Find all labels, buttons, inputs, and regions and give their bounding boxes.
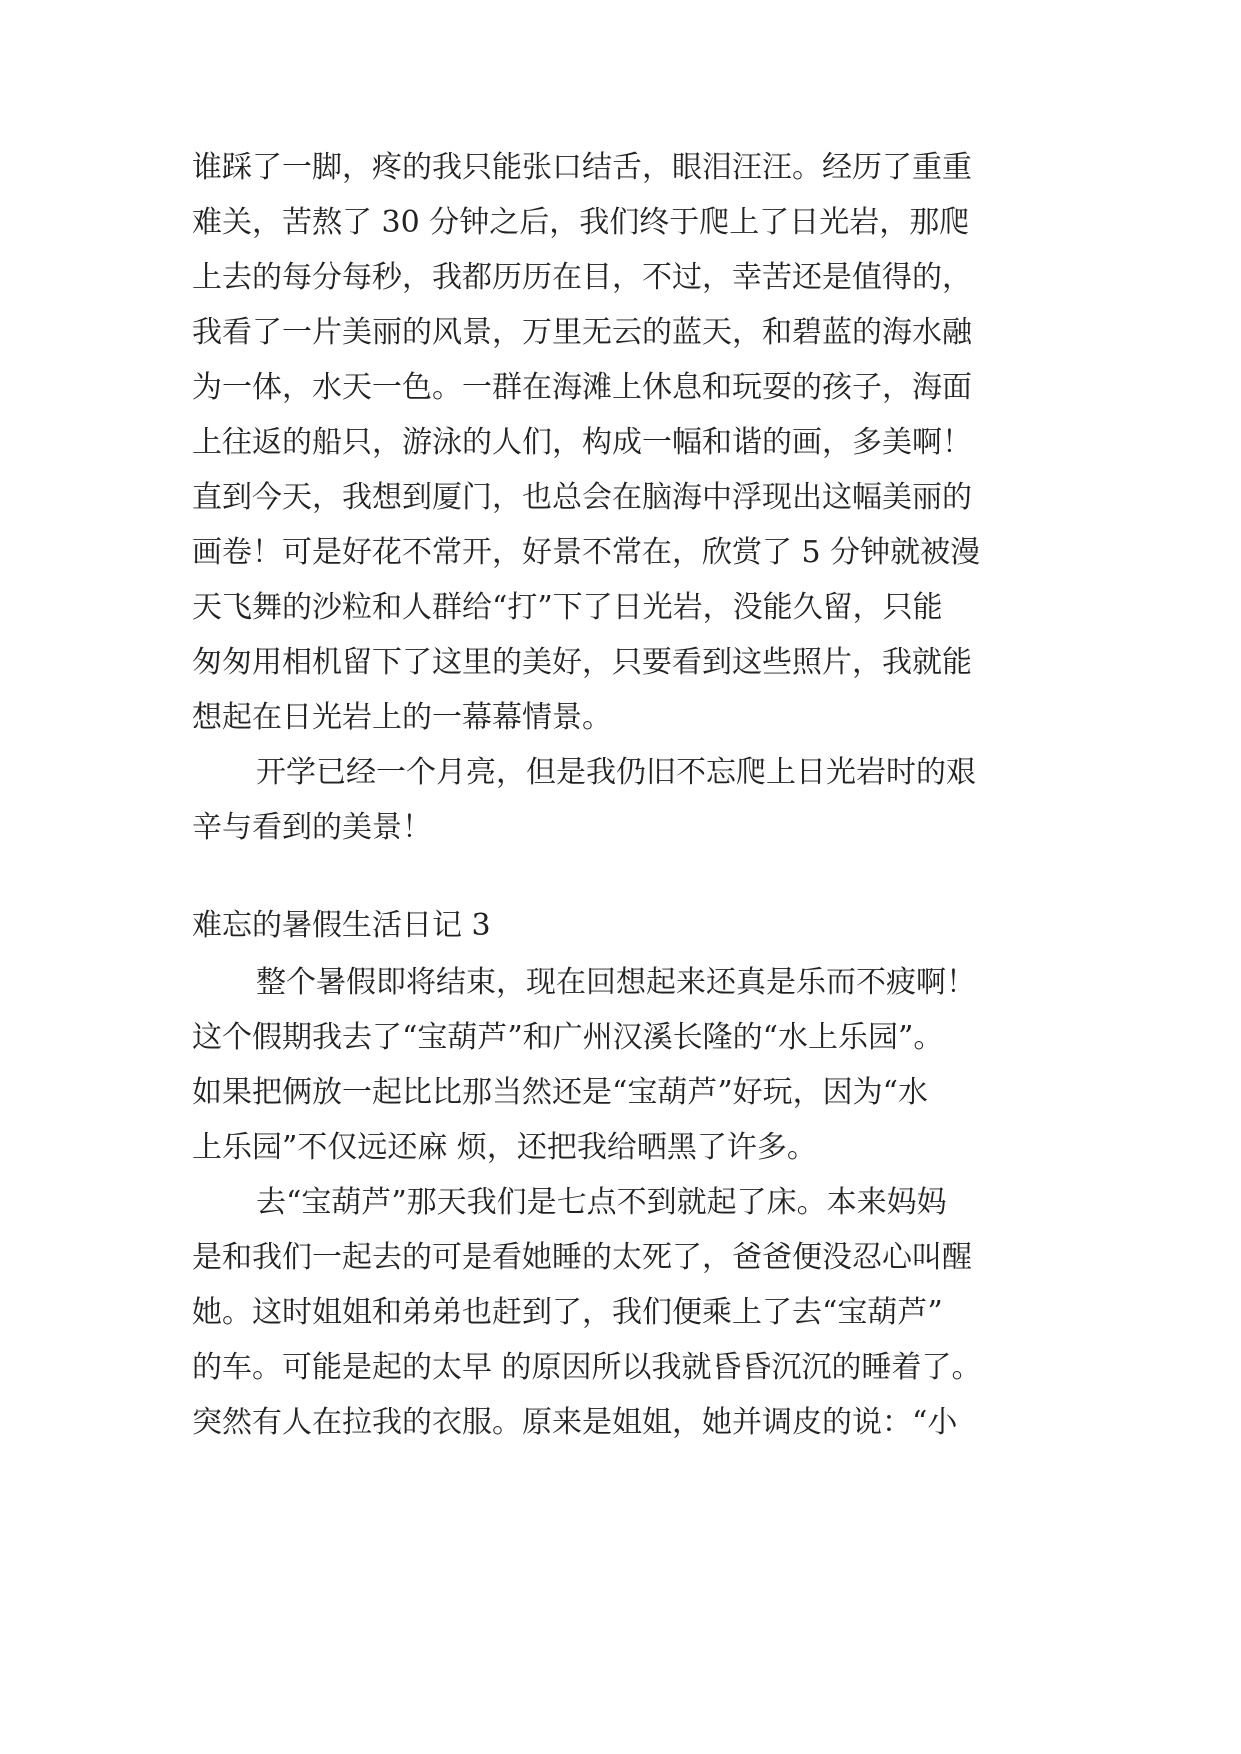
paragraph-line: 为一体，水天一色。一群在海滩上休息和玩耍的孩子，海面 — [192, 370, 972, 405]
paragraph-line: 的车。可能是起的太早 的原因所以我就昏昏沉沉的睡着了。 — [192, 1350, 982, 1385]
paragraph-line: 天飞舞的沙粒和人群给“打”下了日光岩，没能久留，只能 — [192, 590, 943, 625]
paragraph-line: 是和我们一起去的可是看她睡的太死了，爸爸便没忍心叫醒 — [192, 1240, 972, 1275]
paragraph-line: 画卷！可是好花不常开，好景不常在，欣赏了 5 分钟就被漫 — [192, 535, 981, 570]
paragraph-line: 谁踩了一脚，疼的我只能张口结舌，眼泪汪汪。经历了重重 — [192, 150, 972, 185]
paragraph-line: 上去的每分每秒，我都历历在目，不过，幸苦还是值得的， — [192, 260, 972, 295]
paragraph-line: 辛与看到的美景！ — [192, 810, 432, 845]
paragraph-line: 难关，苦熬了 30 分钟之后，我们终于爬上了日光岩，那爬 — [192, 205, 970, 240]
paragraph-line: 上乐园”不仅远还麻 烦，还把我给晒黑了许多。 — [192, 1130, 817, 1165]
paragraph-line: 我看了一片美丽的风景，万里无云的蓝天，和碧蓝的海水融 — [192, 315, 972, 350]
section-heading: 难忘的暑假生活日记 3 — [192, 908, 491, 943]
paragraph-line: 如果把俩放一起比比那当然还是“宝葫芦”好玩，因为“水 — [192, 1075, 929, 1110]
paragraph-line: 上往返的船只，游泳的人们，构成一幅和谐的画，多美啊！ — [192, 425, 972, 460]
document-body — [192, 0, 1072, 1754]
paragraph-line: 突然有人在拉我的衣服。原来是姐姐，她并调皮的说：“小 — [192, 1405, 958, 1440]
paragraph-line: 开学已经一个月亮，但是我仍旧不忘爬上日光岩时的艰 — [256, 755, 976, 790]
paragraph-line: 直到今天，我想到厦门，也总会在脑海中浮现出这幅美丽的 — [192, 480, 972, 515]
paragraph-line: 匆匆用相机留下了这里的美好，只要看到这些照片，我就能 — [192, 645, 972, 680]
paragraph-line: 去“宝葫芦”那天我们是七点不到就起了床。本来妈妈 — [256, 1185, 947, 1220]
paragraph-line: 她。这时姐姐和弟弟也赶到了，我们便乘上了去“宝葫芦” — [192, 1295, 943, 1330]
paragraph-line: 整个暑假即将结束，现在回想起来还真是乐而不疲啊！ — [256, 965, 976, 1000]
paragraph-line: 这个假期我去了“宝葫芦”和广州汉溪长隆的“水上乐园”。 — [192, 1020, 944, 1055]
paragraph-line: 想起在日光岩上的一幕幕情景。 — [192, 700, 612, 735]
